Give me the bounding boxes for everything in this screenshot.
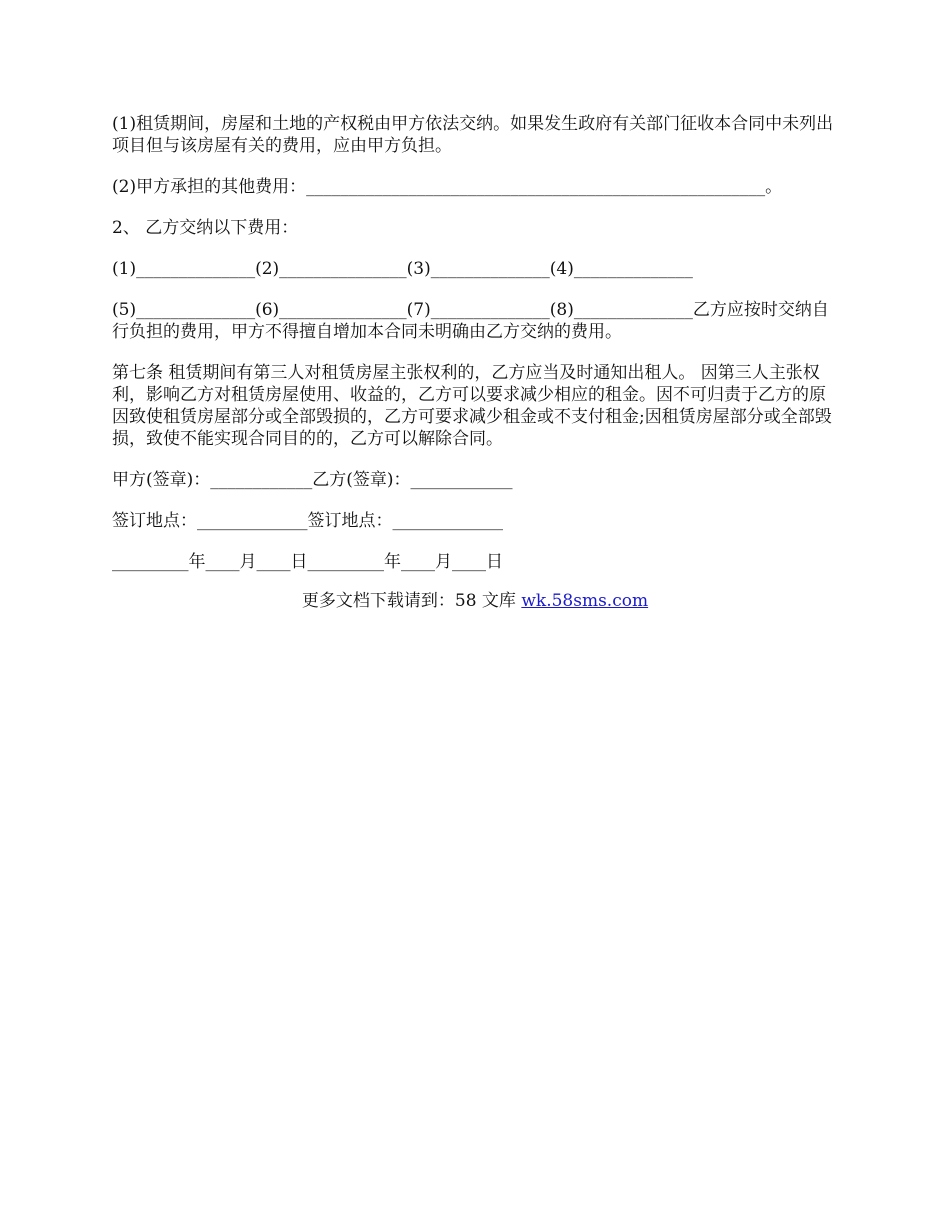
article-seven: 第七条 租赁期间有第三人对租赁房屋主张权利的，乙方应当及时通知出租人。 因第三人主张权利，影响乙方对租赁房屋使用、收益的，乙方可以要求减少相应的租金。因不可归责于乙方的原因致使租赁房屋部分或全部毁损的，乙方可要求减少租金或不支付租金;因租赁房屋部分或全部毁损，致使不能实现合同目的的，乙方可以解除合同。 (112, 363, 832, 449)
footer-link[interactable]: wk.58sms.com (521, 591, 649, 611)
footer-text: 更多文档下载请到：58 文库 (301, 591, 522, 611)
signature-line: 甲方(签章)：____________乙方(签章)：____________ (112, 470, 513, 490)
lessee-fee-blanks-1-4: (1)______________(2)_______________(3)______________(4)______________ (112, 259, 693, 279)
signing-place-line: 签订地点：_____________签订地点：_____________ (112, 511, 503, 531)
signing-date-line: _________年____月____日_________年____月____日 (112, 552, 503, 572)
document-body (112, 113, 838, 592)
lessee-fee-blanks-5-8: (5)______________(6)_______________(7)______________(8)______________乙方应按时交纳自行负担的费用，甲方不得擅自增加本合同未明确由乙方交纳的费用。 (112, 300, 829, 342)
clause-lessee-fees-heading: 2、 乙方交纳以下费用： (112, 218, 299, 238)
clause-lessor-other-fees: (2)甲方承担的其他费用：______________________________________________________。 (112, 177, 783, 197)
clause-lessor-taxes: (1)租赁期间，房屋和土地的产权税由甲方依法交纳。如果发生政府有关部门征收本合同中未列出项目但与该房屋有关的费用，应由甲方负担。 (112, 114, 834, 156)
download-footer (0, 590, 950, 612)
